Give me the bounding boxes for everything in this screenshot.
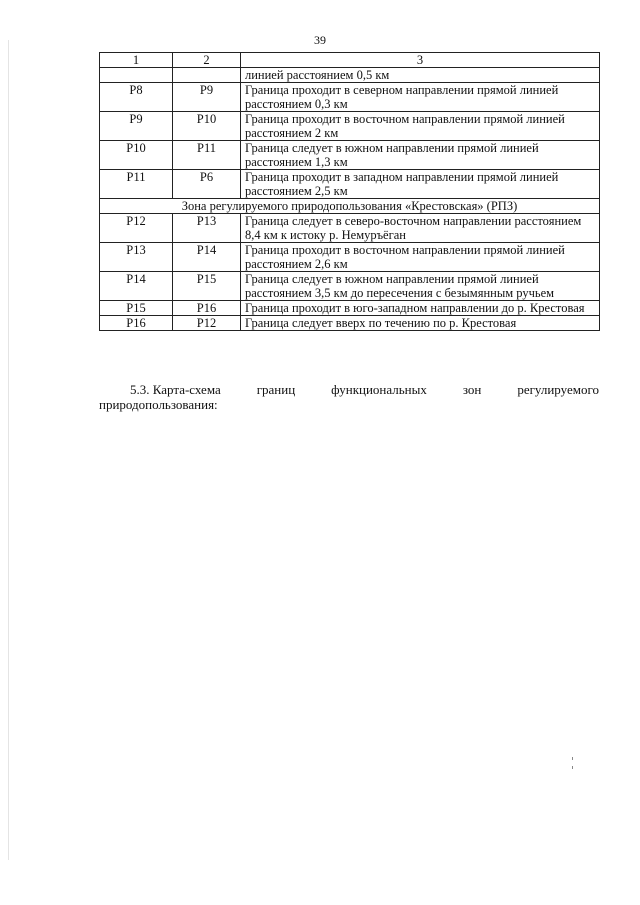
- cell-col-2: [173, 68, 241, 83]
- cell-col-3: Граница следует в северо-восточном направлении расстоянием 8,4 км к истоку р. Немуръёган: [241, 214, 600, 243]
- section-line-1: [99, 382, 599, 397]
- section-word: границ: [256, 382, 296, 397]
- cell-col-1: Р16: [100, 316, 173, 331]
- cell-col-3: Граница проходит в северном направлении прямой линией расстоянием 0,3 км: [241, 83, 600, 112]
- table-row: [100, 243, 600, 272]
- table-row: [100, 170, 600, 199]
- table-row: [100, 214, 600, 243]
- cell-col-1: Р15: [100, 301, 173, 316]
- cell-col-3: Граница следует в южном направлении прямой линией расстоянием 1,3 км: [241, 141, 600, 170]
- section-line-2: природопользования:: [99, 397, 218, 412]
- cell-col-2: Р9: [173, 83, 241, 112]
- cell-col-2: Р11: [173, 141, 241, 170]
- cell-col-3: Граница проходит в юго-западном направлении до р. Крестовая: [241, 301, 600, 316]
- cell-col-1: Р10: [100, 141, 173, 170]
- cell-col-1: Р12: [100, 214, 173, 243]
- scan-mark: [572, 757, 573, 760]
- page-number: 39: [314, 33, 326, 47]
- section-paragraph: [99, 382, 599, 412]
- cell-col-2: Р15: [173, 272, 241, 301]
- table-header-row: [100, 53, 600, 68]
- scan-mark: [572, 766, 573, 769]
- section-word: зон: [462, 382, 482, 397]
- table-row-continuation: [100, 68, 600, 83]
- cell-col-1: Р11: [100, 170, 173, 199]
- header-col-1: 1: [100, 53, 173, 68]
- cell-col-3: Граница проходит в восточном направлении прямой линией расстоянием 2 км: [241, 112, 600, 141]
- cell-col-2: Р6: [173, 170, 241, 199]
- cell-col-1: [100, 68, 173, 83]
- table-row: [100, 272, 600, 301]
- cell-col-2: Р12: [173, 316, 241, 331]
- table-row: [100, 83, 600, 112]
- cell-col-1: Р8: [100, 83, 173, 112]
- cell-col-3: Граница следует в южном направлении прямой линией расстоянием 3,5 км до пересечения с безымянным ручьем: [241, 272, 600, 301]
- section-word: функциональных: [331, 382, 427, 397]
- table-body: [100, 68, 600, 331]
- scan-mark: [8, 40, 9, 860]
- cell-col-2: Р13: [173, 214, 241, 243]
- zone-title: Зона регулируемого природопользования «Крестовская» (РПЗ): [100, 199, 600, 214]
- header-col-2: 2: [173, 53, 241, 68]
- zone-header-row: [100, 199, 600, 214]
- table-row: [100, 141, 600, 170]
- boundary-table: [99, 52, 600, 331]
- cell-col-2: Р14: [173, 243, 241, 272]
- section-word: регулируемого: [517, 382, 599, 397]
- table-row: [100, 301, 600, 316]
- cell-col-2: Р10: [173, 112, 241, 141]
- cell-col-3: Граница следует вверх по течению по р. Крестовая: [241, 316, 600, 331]
- table-row: [100, 112, 600, 141]
- header-col-3: 3: [241, 53, 600, 68]
- cell-col-1: Р9: [100, 112, 173, 141]
- cell-col-3: Граница проходит в западном направлении прямой линией расстоянием 2,5 км: [241, 170, 600, 199]
- table-row: [100, 316, 600, 331]
- cell-col-2: Р16: [173, 301, 241, 316]
- cell-col-1: Р13: [100, 243, 173, 272]
- cell-col-3: Граница проходит в восточном направлении прямой линией расстоянием 2,6 км: [241, 243, 600, 272]
- section-word: 5.3. Карта-схема: [130, 382, 221, 397]
- cell-col-1: Р14: [100, 272, 173, 301]
- cell-col-3: линией расстоянием 0,5 км: [241, 68, 600, 83]
